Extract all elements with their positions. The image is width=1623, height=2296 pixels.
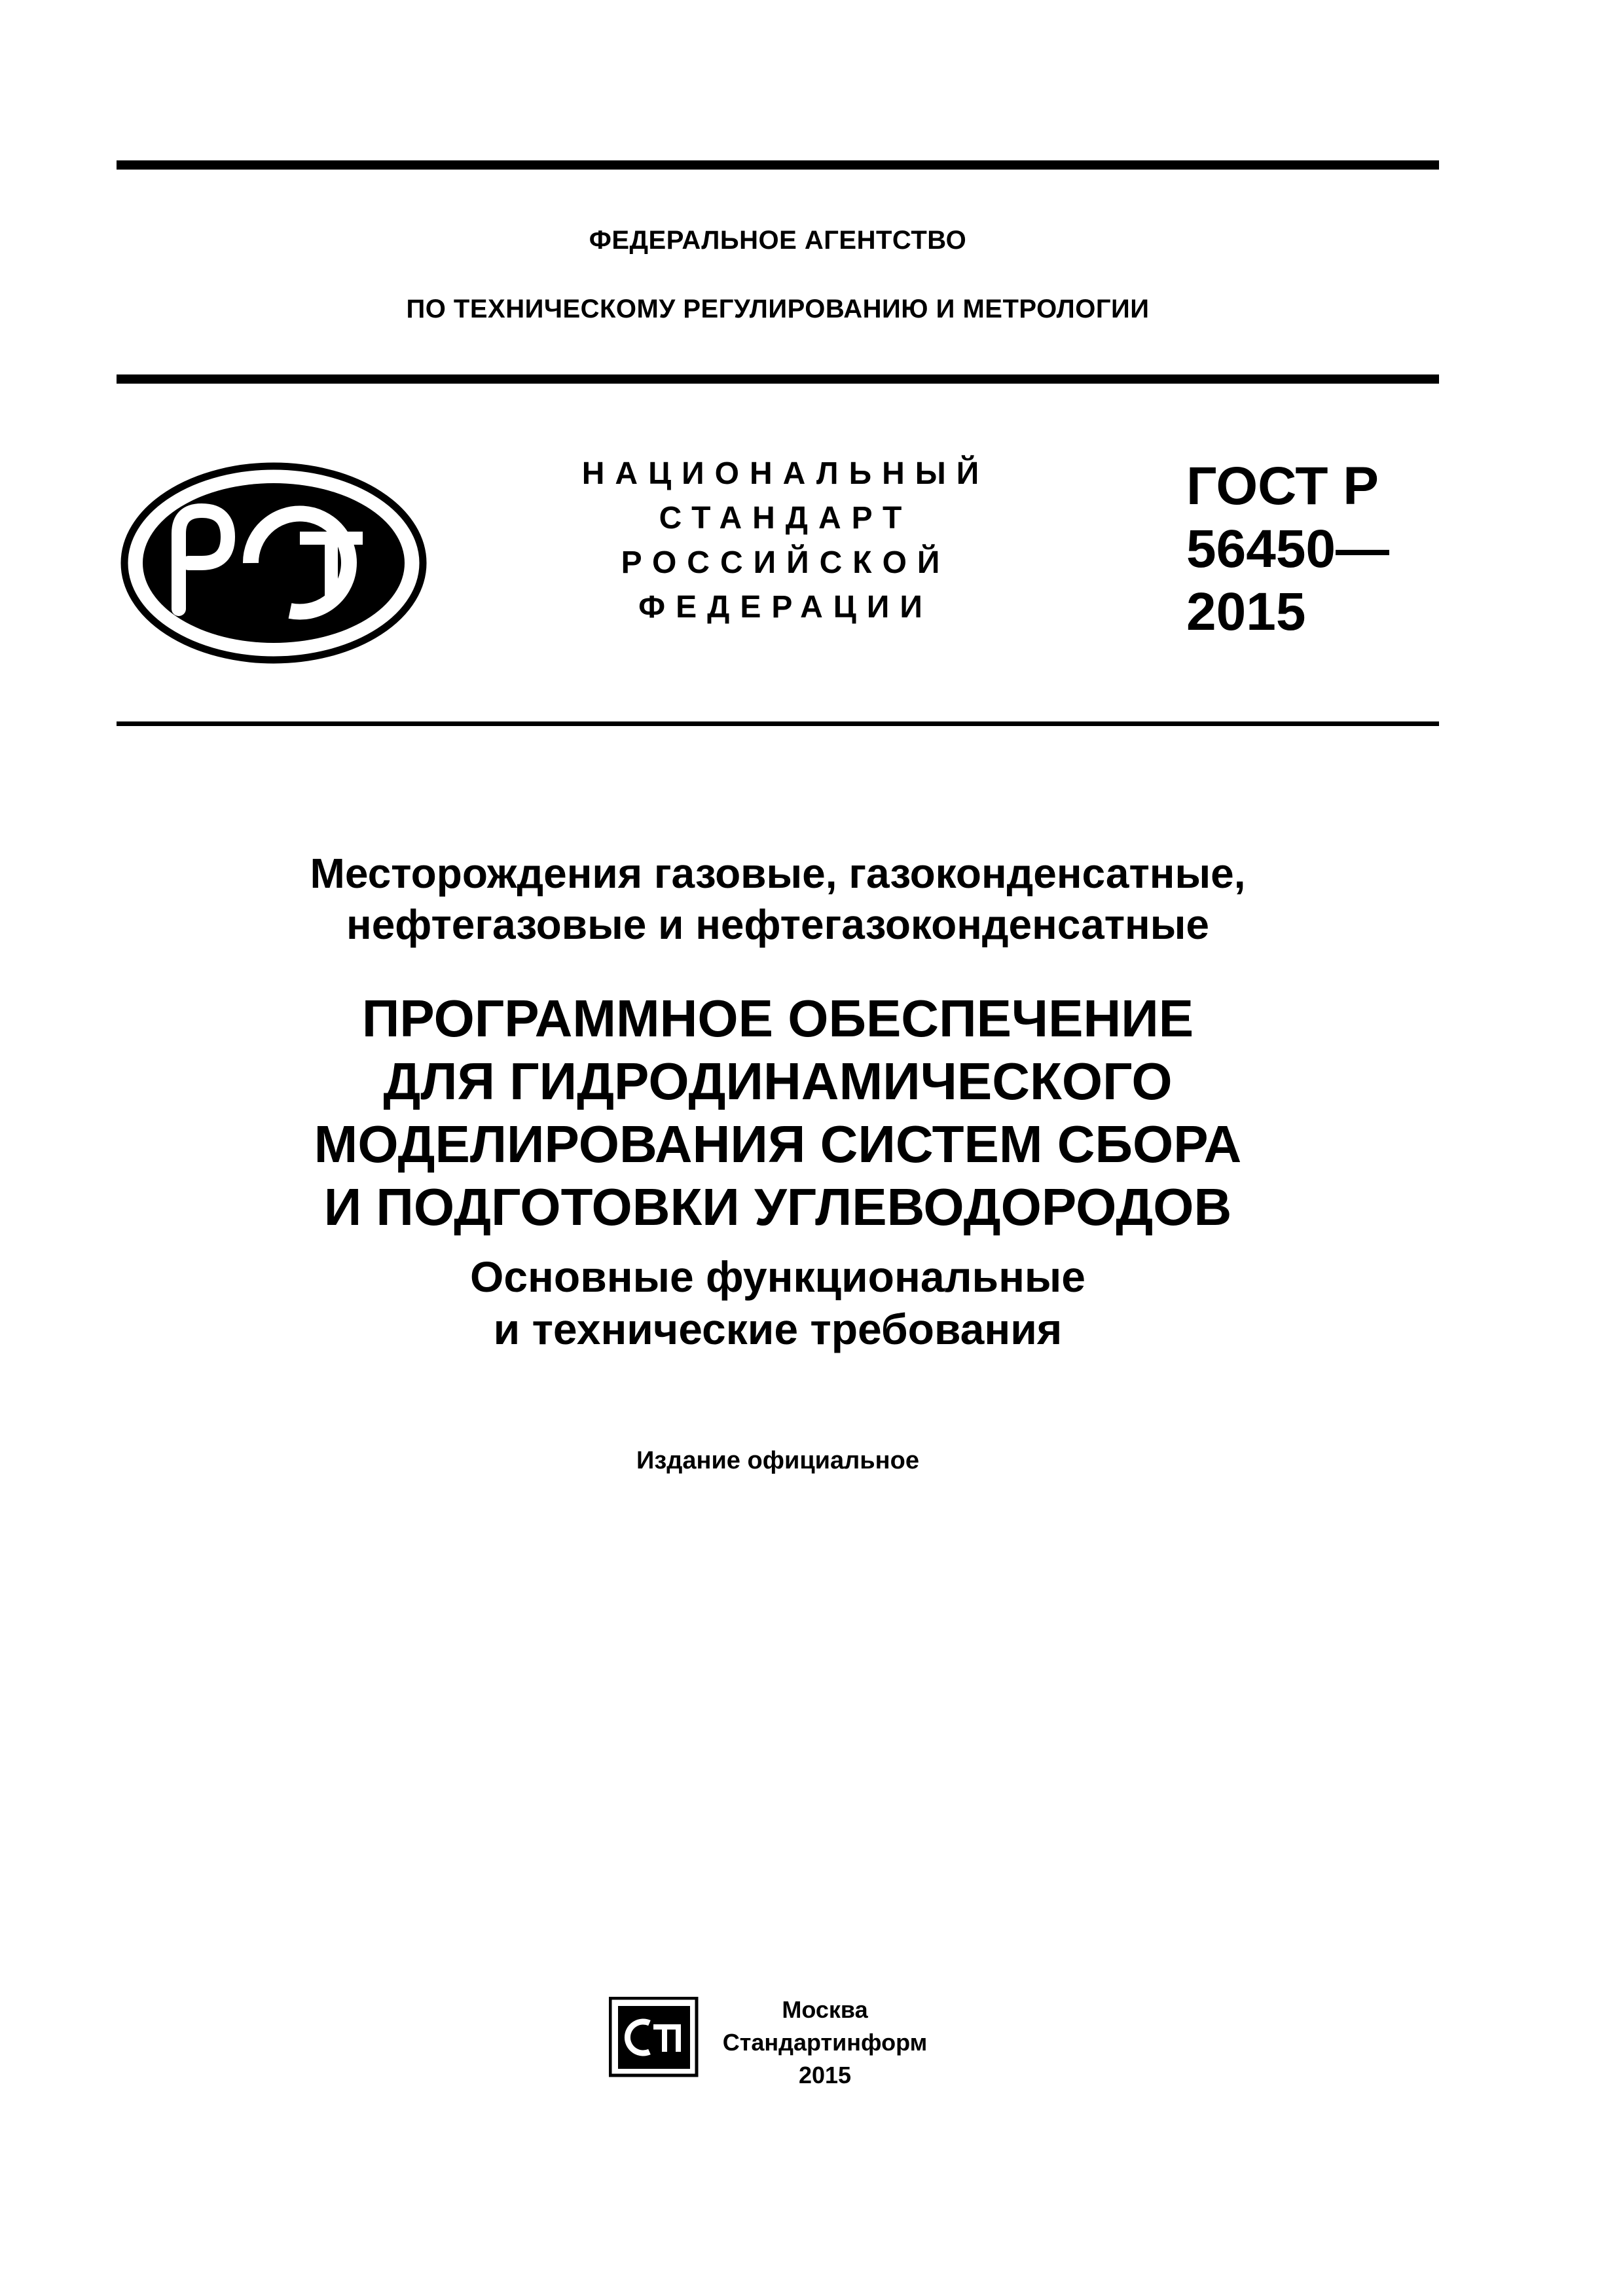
national-standard-line-1: НАЦИОНАЛЬНЫЙ xyxy=(581,456,990,491)
national-standard-line-4: ФЕДЕРАЦИИ xyxy=(638,590,933,625)
subject-line-1: Месторождения газовые, газоконденсатные, xyxy=(310,850,1246,897)
main-title-line-2: ДЛЯ ГИДРОДИНАМИЧЕСКОГО xyxy=(383,1052,1173,1110)
main-title xyxy=(117,987,1439,1239)
rst-emblem xyxy=(117,458,431,668)
national-standard-line-3: РОССИЙСКОЙ xyxy=(621,545,951,580)
main-title-line-3: МОДЕЛИРОВАНИЯ СИСТЕМ СБОРА xyxy=(314,1115,1242,1173)
publisher-block xyxy=(602,1977,943,2088)
designation-line-2: 56450— xyxy=(1186,519,1390,579)
publisher-name: Стандартинформ xyxy=(722,2029,928,2056)
designation-line-1: ГОСТ Р xyxy=(1186,456,1379,516)
title-subject xyxy=(117,848,1439,950)
national-standard-label xyxy=(543,452,1028,630)
requirements-title xyxy=(117,1250,1439,1355)
main-title-line-1: ПРОГРАММНОЕ ОБЕСПЕЧЕНИЕ xyxy=(361,989,1194,1048)
main-title-line-4: И ПОДГОТОВКИ УГЛЕВОДОРОДОВ xyxy=(323,1178,1232,1236)
requirements-line-1: Основные функциональные xyxy=(469,1252,1086,1301)
agency-line-1: ФЕДЕРАЛЬНОЕ АГЕНТСТВО xyxy=(589,226,967,255)
standard-designation xyxy=(1186,455,1389,644)
national-standard-line-2: СТАНДАРТ xyxy=(659,501,913,536)
subject-line-2: нефтегазовые и нефтегазоконденсатные xyxy=(346,901,1209,948)
title-rule xyxy=(117,721,1439,726)
publisher-text xyxy=(717,1994,933,2092)
header-rule xyxy=(117,374,1439,384)
standartinform-logo xyxy=(609,1997,707,2082)
publisher-city: Москва xyxy=(782,1996,868,2023)
designation-line-3: 2015 xyxy=(1186,582,1306,642)
top-rule xyxy=(117,160,1439,170)
agency-line-2: ПО ТЕХНИЧЕСКОМУ РЕГУЛИРОВАНИЮ И МЕТРОЛОГИИ xyxy=(406,295,1150,323)
edition-label: Издание официальное xyxy=(636,1447,919,1474)
publisher-year: 2015 xyxy=(798,2062,852,2088)
requirements-line-2: и технические требования xyxy=(493,1305,1063,1353)
